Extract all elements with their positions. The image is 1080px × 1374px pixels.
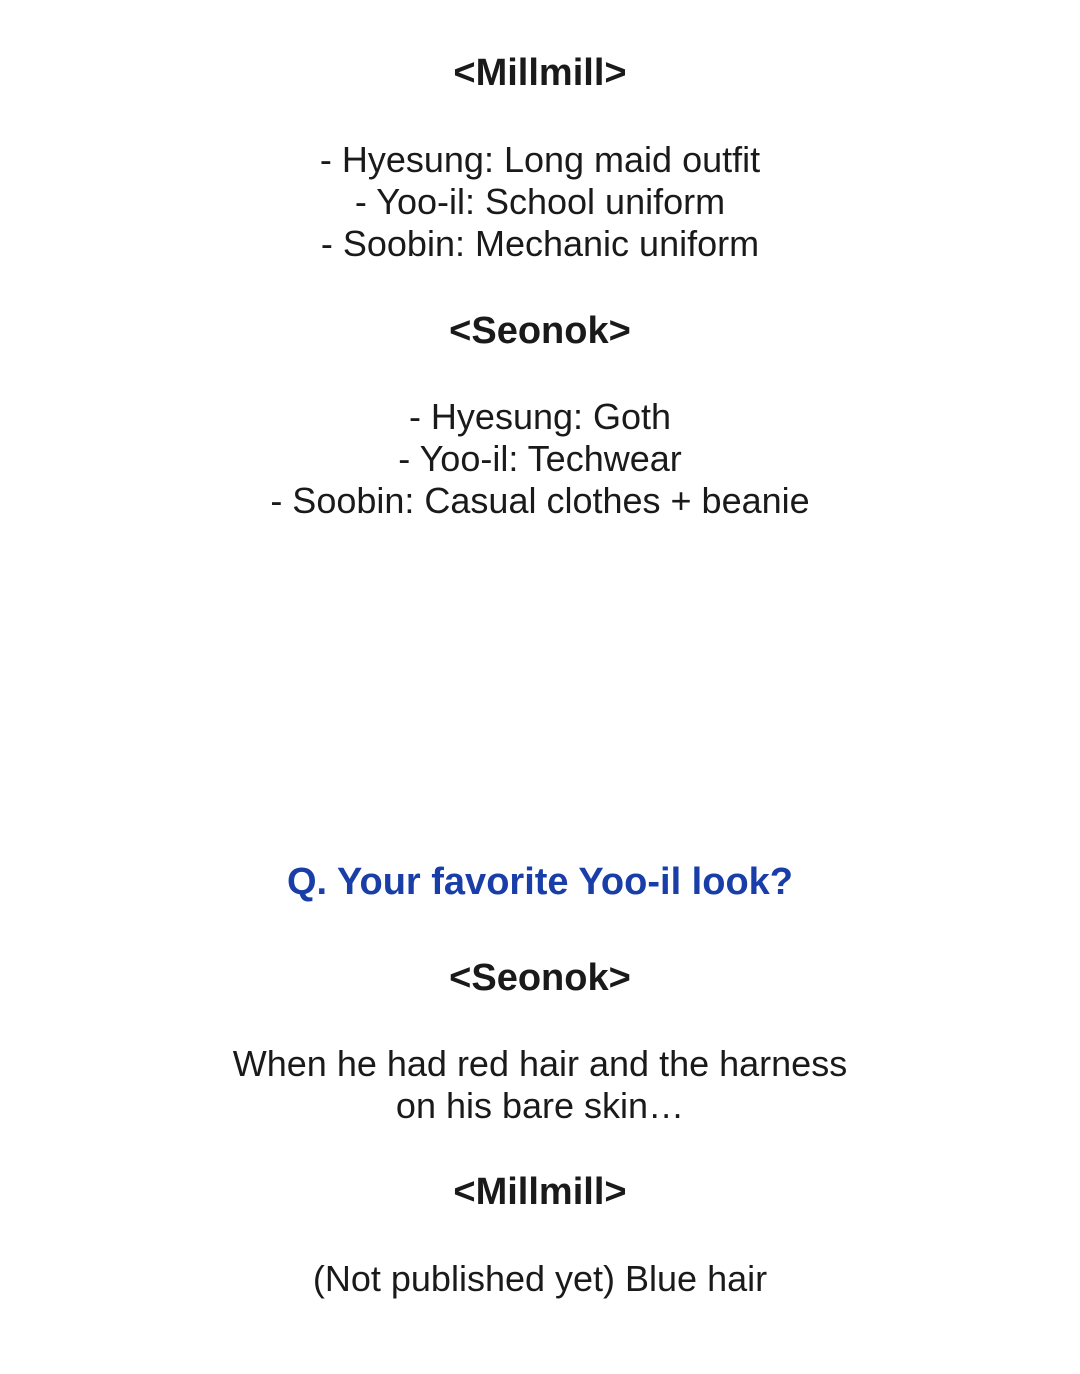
list-item: - Yoo-il: School uniform [354, 181, 726, 222]
list-item: - Soobin: Casual clothes + beanie [270, 480, 810, 521]
seonok-answer [0, 1043, 1080, 1127]
section-heading-millmill: <Millmill> [453, 52, 627, 94]
answer-heading-seonok: <Seonok> [449, 957, 631, 999]
section-heading-seonok: <Seonok> [449, 310, 631, 352]
answer-heading-millmill: <Millmill> [453, 1171, 627, 1213]
answer-line: (Not published yet) Blue hair [312, 1258, 768, 1299]
millmill-outfit-list [0, 139, 1080, 265]
list-item: - Yoo-il: Techwear [398, 438, 682, 479]
list-item: - Hyesung: Long maid outfit [319, 139, 761, 180]
answer-line: on his bare skin… [395, 1085, 685, 1126]
list-item: - Soobin: Mechanic uniform [320, 223, 760, 264]
millmill-answer [0, 1258, 1080, 1300]
seonok-outfit-list [0, 396, 1080, 522]
list-item: - Hyesung: Goth [408, 396, 672, 437]
question-text: Q. Your favorite Yoo-il look? [286, 861, 794, 903]
answer-line: When he had red hair and the harness [232, 1043, 848, 1084]
